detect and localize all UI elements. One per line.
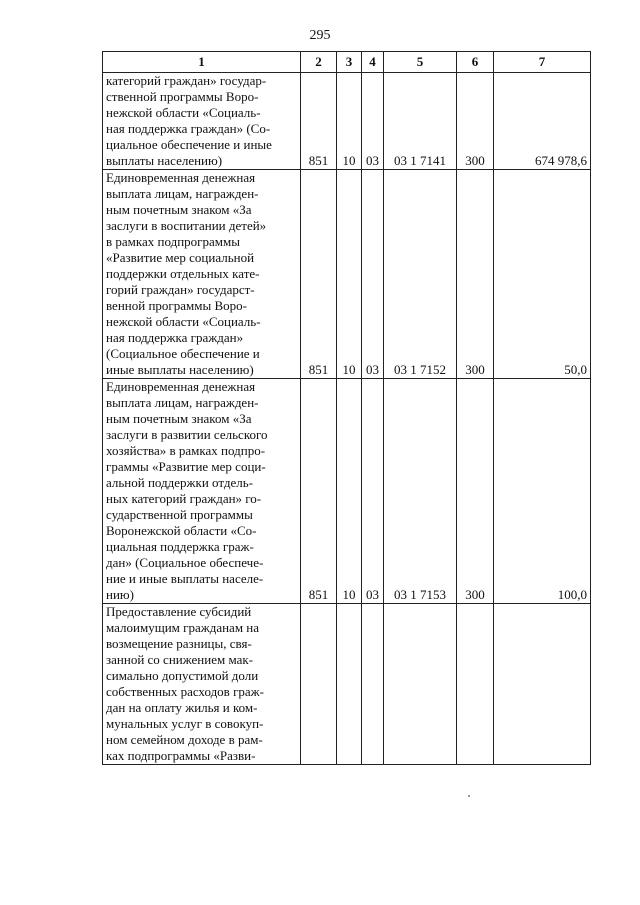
row-target-item: 03 1 7152 [384, 170, 457, 379]
row-ministry-code: 851 [301, 170, 337, 379]
row-amount: 50,0 [494, 170, 591, 379]
table-row [103, 170, 591, 379]
row-target-item: 03 1 7141 [384, 73, 457, 170]
row-subsection: 03 [362, 379, 384, 604]
table-row [103, 604, 591, 765]
row-ministry-code: 851 [301, 73, 337, 170]
row-description: Единовременная денежная выплата лицам, награжден- ным почетным знаком «За заслуги в воспитании детей» в рамках подпрограммы «Развитие мер социальной поддержки отдельных кате- горий граждан» государст- венной программы Воро- нежской области «Социаль- ная поддержка граждан» (Социальное обеспечение и иные выплаты населению) [103, 170, 301, 379]
header-col-2: 2 [301, 52, 337, 73]
row-target-item [384, 604, 457, 765]
table-row [103, 73, 591, 170]
row-expense-type [457, 604, 494, 765]
row-description: Единовременная денежная выплата лицам, награжден- ным почетным знаком «За заслуги в развитии сельского хозяйства» в рамках подпро- граммы «Развитие мер соци- альной поддержки отдель- ных категорий граждан» го- сударственной программы Воронежской области «Со- циальная поддержка граж- дан» (Социальное обеспече- ние и иные выплаты населе- нию) [103, 379, 301, 604]
row-amount: 100,0 [494, 379, 591, 604]
row-target-item: 03 1 7153 [384, 379, 457, 604]
table-row [103, 379, 591, 604]
row-amount [494, 604, 591, 765]
row-section: 10 [337, 73, 362, 170]
page-number: 295 [309, 28, 331, 43]
header-col-6: 6 [457, 52, 494, 73]
header-col-3: 3 [337, 52, 362, 73]
row-amount: 674 978,6 [494, 73, 591, 170]
budget-table [102, 51, 591, 765]
row-expense-type: 300 [457, 73, 494, 170]
header-row [103, 52, 591, 73]
row-section [337, 604, 362, 765]
header-col-1: 1 [103, 52, 301, 73]
row-expense-type: 300 [457, 170, 494, 379]
row-ministry-code [301, 604, 337, 765]
row-section: 10 [337, 379, 362, 604]
header-col-7: 7 [494, 52, 591, 73]
row-expense-type: 300 [457, 379, 494, 604]
row-description: категорий граждан» государ- ственной программы Воро- нежской области «Социаль- ная поддержка граждан» (Со- циальное обеспечение и иные выплаты населению) [103, 73, 301, 170]
header-col-5: 5 [384, 52, 457, 73]
row-section: 10 [337, 170, 362, 379]
row-subsection: 03 [362, 170, 384, 379]
row-description: Предоставление субсидий малоимущим гражданам на возмещение разницы, свя- занной со снижением мак- симально допустимой доли собственных расходов граж- дан на оплату жилья и ком- мунальных услуг в совокуп- ном семейном доходе в рам- ках подпрограммы «Разви- [103, 604, 301, 765]
row-subsection: 03 [362, 73, 384, 170]
scan-speck [468, 795, 470, 797]
row-ministry-code: 851 [301, 379, 337, 604]
header-col-4: 4 [362, 52, 384, 73]
row-subsection [362, 604, 384, 765]
